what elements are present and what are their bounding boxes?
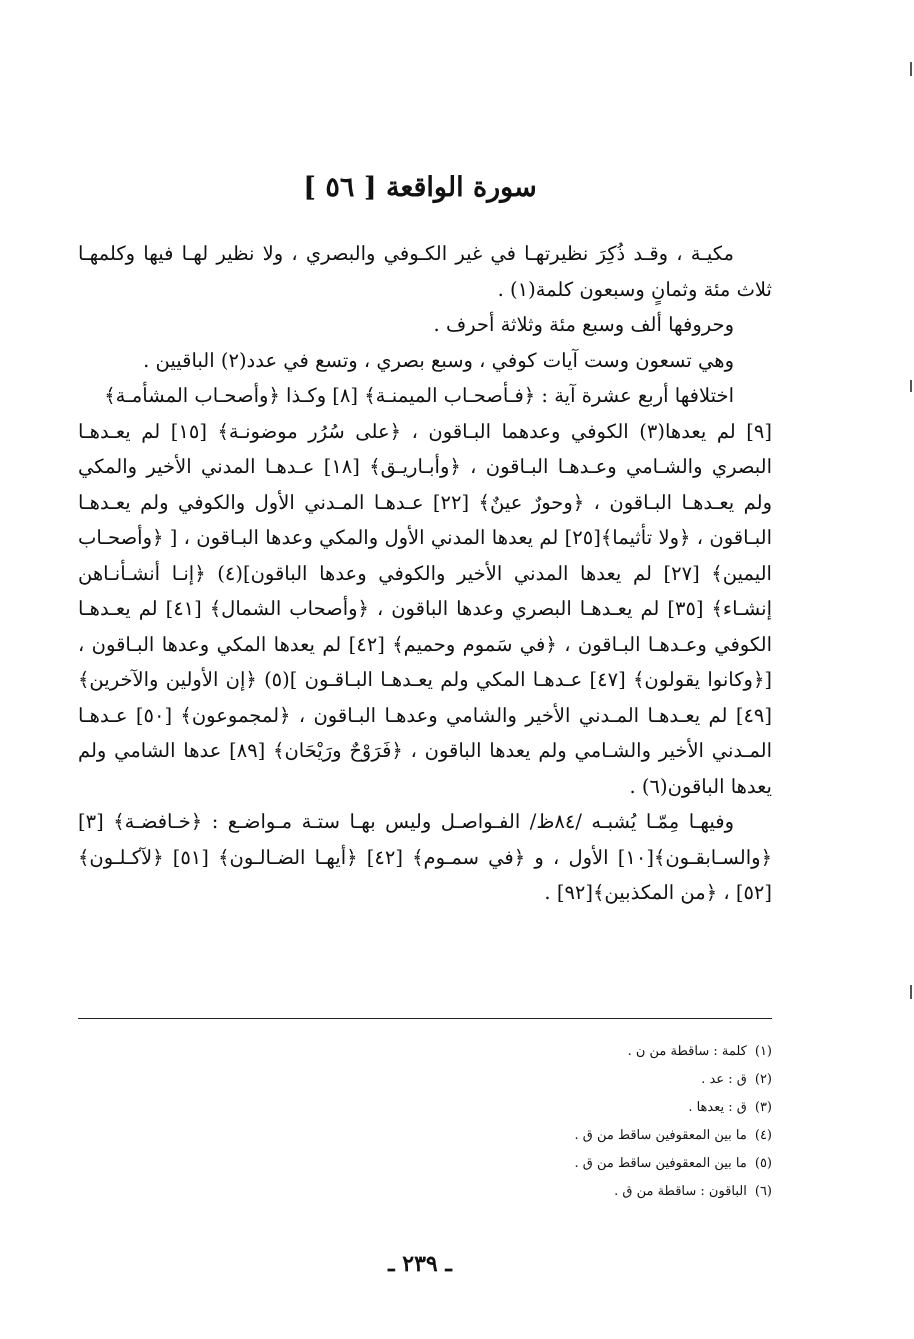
footnote-text: الباقون : ساقطة من ق . [614,1184,747,1199]
footnote-text: ما بين المعقوفين ساقط من ق . [574,1128,747,1143]
footnote-text: ق : يعدها . [688,1100,747,1115]
footnote-item [78,1178,772,1206]
paragraph-intro: مكيـة ، وقـد ذُكِرَ نظيرتهـا في غير الكـوفي والبصري ، ولا نظير لهـا فيها وكلمهـا ثلاث مئة وثمانٍ وسبعون كلمة(١) . [78,242,772,301]
paragraph-verses: وهي تسعون وست آيات كوفي ، وسبع بصري ، وتسع في عدد(٢) الباقيين . [143,348,734,372]
scan-edge-mark [910,62,912,76]
page-title: سورة الواقعة [ ٥٦ ] [303,172,537,204]
body-text [78,236,772,911]
page-number: ـ ٢٣٩ ـ [388,1251,452,1277]
footnote-item [78,1122,772,1150]
paragraph-differences-details: [٩] لم يعدها(٣) الكوفي وعدهما البـاقون ، ﴿على سُرُر موضونـة﴾ [١٥] لم يعـدهـا البصري والشـامي وعـدهـا البـاقون ، ﴿وأبـاريـق﴾ [١٨] عـدهـا المدني الأخير والمكي ولم يعـدهـا البـاقون ، ﴿وحورٌ عينٌ﴾ [٢٢] عـدهـا المـدني الأول والكوفي ولم يعـدهـا البـاقون ، ﴿ولا تأثيما﴾[٢٥] لم يعدها المدني الأول والمكي وعدها البـاقون ، [ ﴿وأصحـاب اليمين﴾ [٢٧] لم يعدها المدني الأخير والكوفي وعدها الباقون](٤) ﴿إنـا أنشـأنـاهن إنشـاء﴾ [٣٥] لم يعـدهـا البصري وعدها الباقون ، ﴿وأصحاب الشمال﴾ [٤١] لم يعـدهـا الكوفي وعـدهـا البـاقون ، ﴿في سَموم وحميم﴾ [٤٢] لم يعدها المكي وعدها البـاقون ، [﴿وكانوا يقولون﴾ [٤٧] عـدهـا المكي ولم يعـدهـا البـاقـون ](٥) ﴿إن الأولين والآخرين﴾ [٤٩] لم يعـدهـا المـدني الأخير والشامي وعدهـا البـاقون ، ﴿لمجموعون﴾ [٥٠] عـدهـا المـدني الأخير والشـامي ولم يعدها الباقون ، ﴿فَرَوْحٌ ورَيْحَان﴾ [٨٩] عدها الشامي ولم يعدها الباقون(٦) . [78,419,773,798]
footnote-text: ما بين المعقوفين ساقط من ق . [574,1156,747,1171]
footnote-number: (٣) [754,1100,772,1115]
paragraph-letters: وحروفها ألف وسبع مئة وثلاثة أحرف . [433,313,734,336]
footnote-number: (٢) [754,1072,772,1087]
footnote-item [78,1066,772,1094]
footnotes [78,1038,772,1206]
footnote-item [78,1038,772,1066]
footnote-number: (٦) [754,1184,772,1199]
footnote-number: (٥) [754,1156,772,1171]
footnote-text: ق : عد . [701,1072,747,1087]
paragraph-similar-endings: وفيهـا مِمّـا يُشبـه /٨٤ظ/ الفـواصـل وليس بهـا ستـة مـواضـع : ﴿خـافضـة﴾ [٣] ﴿والسـابقـون﴾[١٠] الأول ، و ﴿في سمـوم﴾ [٤٢] ﴿أيهـا الضـالـون﴾ [٥١] ﴿لآكـلـون﴾ [٥٢] ، ﴿من المكذبين﴾[٩٢] . [78,810,772,904]
footnote-text: كلمة : ساقطة من ن . [627,1044,747,1059]
scan-edge-mark [910,985,912,999]
footnote-number: (٤) [754,1128,772,1143]
footnote-divider [78,1018,772,1019]
paragraph-differences: اختلافها أربع عشرة آية : ﴿فـأصحـاب الميمنـة﴾ [٨] وكـذا ﴿وأصحـاب المشأمـة﴾ [104,384,734,407]
footnote-number: (١) [754,1044,772,1059]
footnote-item [78,1094,772,1122]
scan-edge-mark [910,380,912,392]
footnote-item [78,1150,772,1178]
